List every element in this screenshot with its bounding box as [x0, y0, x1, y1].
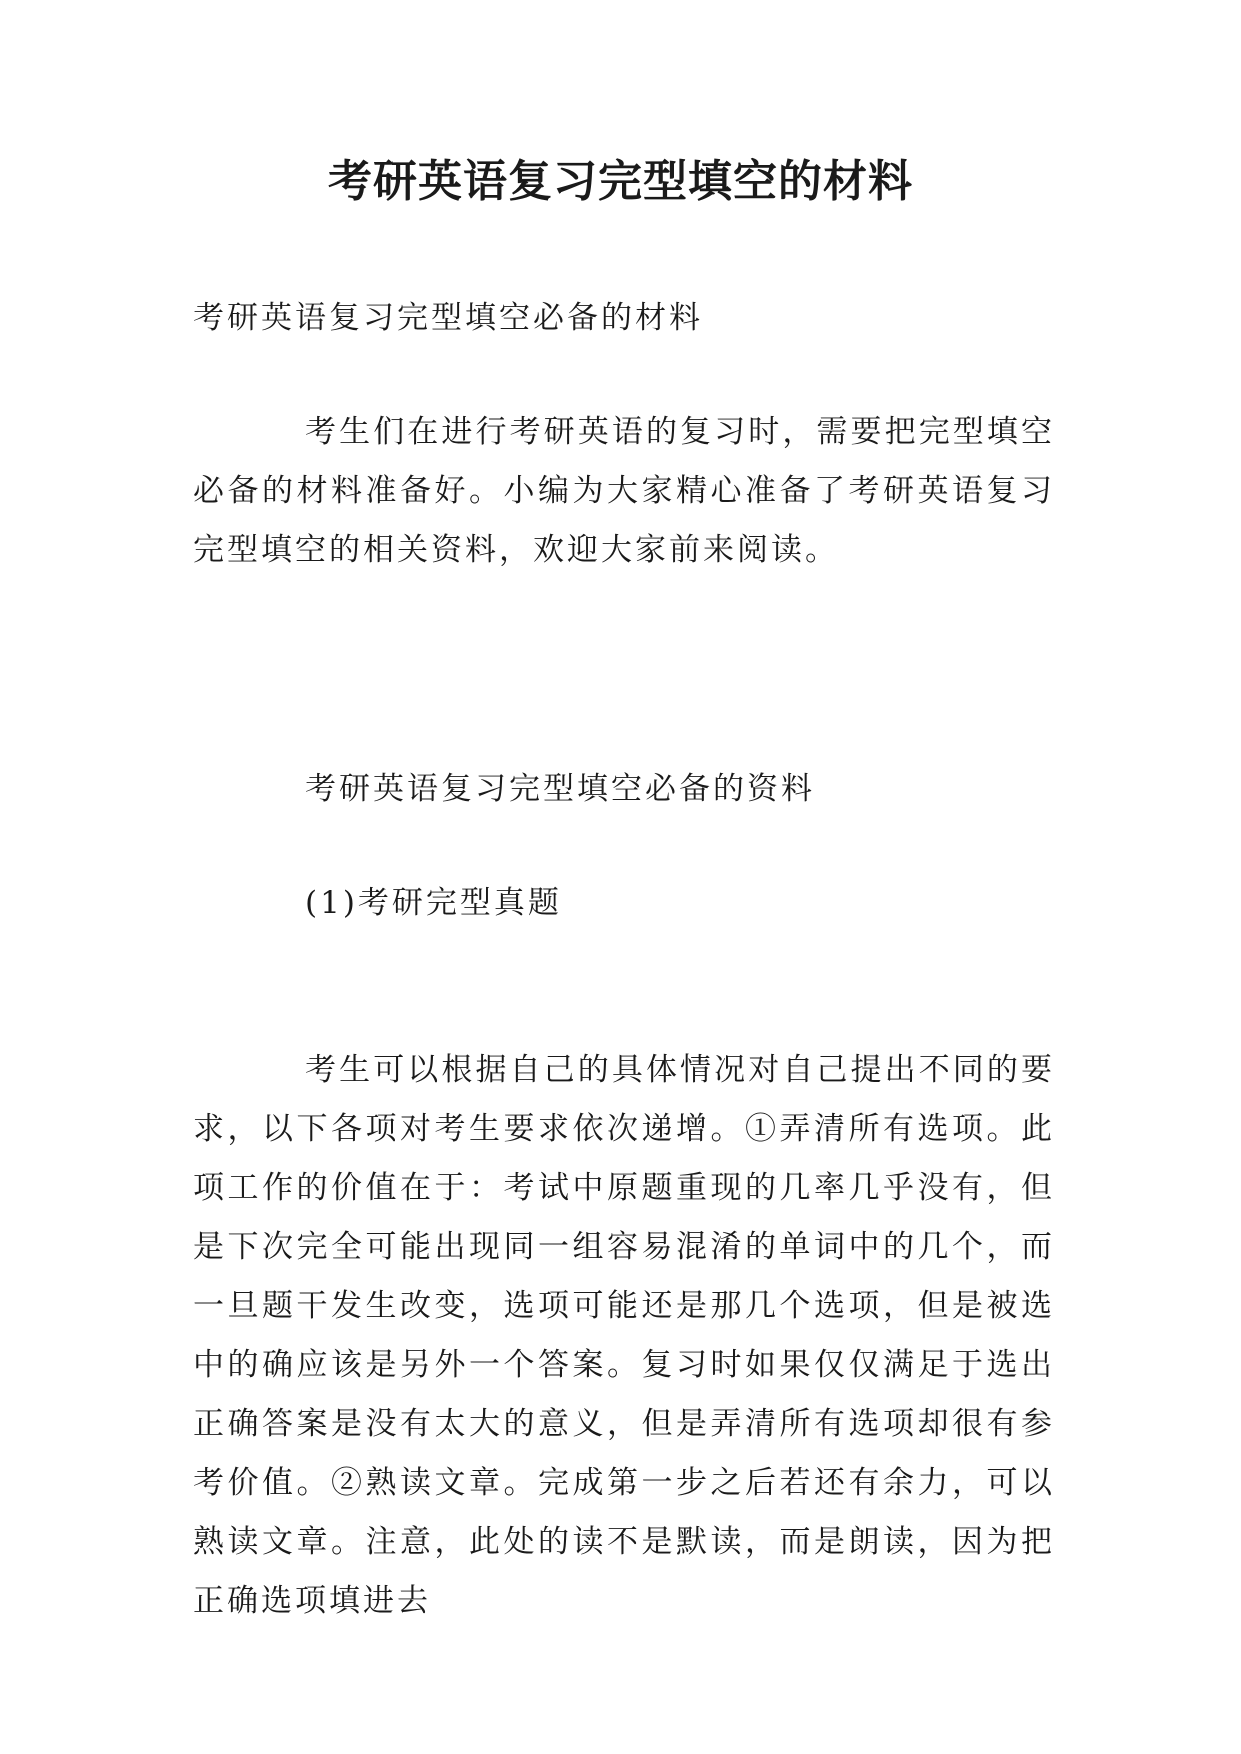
body-paragraph: 考生可以根据自己的具体情况对自己提出不同的要求，以下各项对考生要求依次递增。①弄清所有选项。此项工作的价值在于：考试中原题重现的几率几乎没有，但是下次完全可能出现同一组容易混淆的单词中的几个，而一旦题干发生改变，选项可能还是那几个选项，但是被选中的确应该是另外一个答案。复习时如果仅仅满足于选出正确答案是没有太大的意义，但是弄清所有选项却很有参考价值。②熟读文章。完成第一步之后若还有余力，可以熟读文章。注意，此处的读不是默读，而是朗读，因为把正确选项填进去 — [193, 1052, 1055, 1619]
document-subtitle: 考研英语复习完型填空必备的材料 — [193, 300, 703, 336]
document-title: 考研英语复习完型填空的材料 — [328, 156, 913, 207]
item-heading: (1)考研完型真题 — [305, 885, 562, 921]
section-heading: 考研英语复习完型填空必备的资料 — [305, 771, 815, 807]
intro-paragraph: 考生们在进行考研英语的复习时，需要把完型填空必备的材料准备好。小编为大家精心准备了考研英语复习完型填空的相关资料，欢迎大家前来阅读。 — [193, 414, 1055, 568]
